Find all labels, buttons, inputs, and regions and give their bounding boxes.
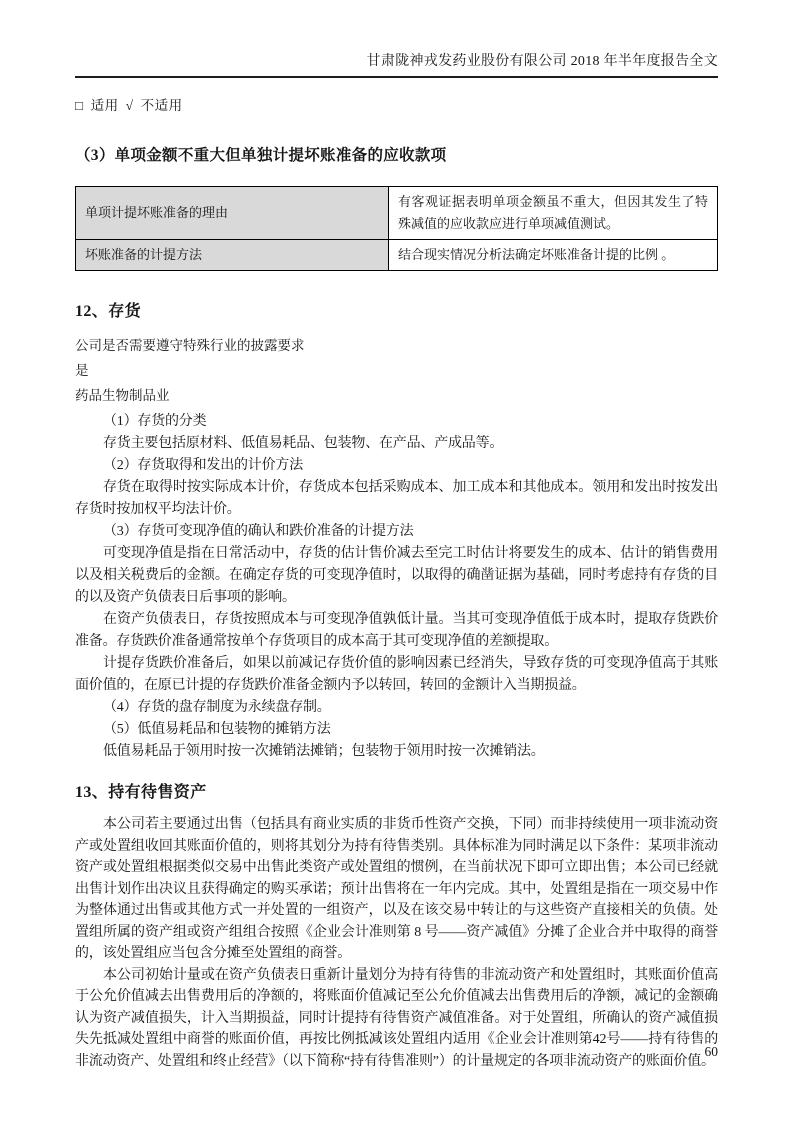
- held-for-sale-paragraph: 本公司若主要通过出售（包括具有商业实质的非货币性资产交换，下同）而非持续使用一项非流动资产或处置组收回其账面价值的，则将其划分为持有待售类别。具体标准为同时满足以下条件：某项非流动资产或处置组根据类似交易中出售此类资产或处置组的惯例，在当前状况下即可立即出售；本公司已经就出售计划作出决议且获得确定的购买承诺；预计出售将在一年内完成。其中，处置组是指在一项交易中作为整体通过出售或其他方式一并处置的一组资产，以及在该交易中转让的与这些资产直接相关的负债。处置组所属的资产组或资产组组合按照《企业会计准则第 8 号——资产减值》分摊了企业合并中取得的商誉的，该处置组应当包含分摊至处置组的商誉。: [75, 817, 718, 961]
- disclosure-answer: 是: [75, 363, 89, 378]
- held-for-sale-section-heading: 13、持有待售资产: [75, 784, 207, 801]
- held-for-sale-section: [75, 779, 718, 1072]
- industry-name: 药品生物制品业: [75, 388, 170, 403]
- inventory-item: （5）低值易耗品和包装物的摊销方法: [103, 722, 331, 737]
- applicable-label: 适用: [90, 98, 119, 113]
- inventory-item: （4）存货的盘存制度为永续盘存制。: [103, 700, 331, 715]
- table-value-cell: 有客观证据表明单项金额虽不重大，但因其发生了特殊减值的应收款应进行单项减值测试。: [389, 187, 718, 240]
- page-number: 60: [704, 1044, 718, 1059]
- table-row: [76, 240, 718, 271]
- inventory-item: 可变现净值是指在日常活动中，存货的估计售价减去至完工时估计将要发生的成本、估计的销售费用以及相关税费后的金额。在确定存货的可变现净值时，以取得的确凿证据为基础，同时考虑持有存货的目的以及资产负债表日后事项的影响。: [75, 546, 718, 605]
- inventory-item: 存货在取得时按实际成本计价，存货成本包括采购成本、加工成本和其他成本。领用和发出时按发出存货时按加权平均法计价。: [75, 480, 718, 517]
- inventory-item: （1）存货的分类: [103, 414, 207, 429]
- inventory-item: 在资产负债表日，存货按照成本与可变现净值孰低计量。当其可变现净值低于成本时，提取存货跌价准备。存货跌价准备通常按单个存货项目的成本高于其可变现净值的差额提取。: [75, 612, 718, 649]
- not-applicable-label: 不适用: [140, 98, 183, 113]
- unchecked-checkbox-icon: □: [75, 98, 84, 113]
- inventory-item: 低值易耗品于领用时按一次摊销法摊销；包装物于领用时按一次摊销法。: [103, 744, 545, 759]
- page-content: [75, 94, 718, 1072]
- inventory-item: （3）存货可变现净值的确认和跌价准备的计提方法: [103, 524, 414, 539]
- inventory-item: 计提存货跌价准备后，如果以前减记存货价值的影响因素已经消失，导致存货的可变现净值高于其账面价值的，在原已计提的存货跌价准备金额内予以转回，转回的金额计入当期损益。: [75, 656, 718, 693]
- table-label-cell: 坏账准备的计提方法: [76, 240, 389, 271]
- inventory-section-heading: 12、存货: [75, 303, 142, 320]
- held-for-sale-paragraph: 本公司初始计量或在资产负债表日重新计量划分为持有待售的非流动资产和处置组时，其账面价值高于公允价值减去出售费用后的净额的，将账面价值减记至公允价值减去出售费用后的净额，减记的金额确认为资产减值损失，计入当期损益，同时计提持有待售资产减值准备。对于处置组，所确认的资产减值损失先抵减处置组中商誉的账面价值，再按比例抵减该处置组内适用《企业会计准则第42号——持有待售的非流动资产、处置组和终止经营》（以下简称“持有待售准则”）的计量规定的各项非流动资产的账面价值。: [75, 967, 718, 1069]
- table-value-cell: 结合现实情况分析法确定坏账准备计提的比例 。: [389, 240, 718, 271]
- page-header: [75, 50, 718, 78]
- table-row: [76, 187, 718, 240]
- inventory-item: （2）存货取得和发出的计价方法: [103, 458, 303, 473]
- inventory-item: 存货主要包括原材料、低值易耗品、包装物、在产品、产成品等。: [103, 436, 504, 451]
- inventory-section: [75, 298, 718, 763]
- applicability-line: [75, 94, 718, 114]
- check-mark-icon: √: [125, 98, 134, 113]
- bad-debt-provision-table: [75, 186, 718, 271]
- report-title: 甘肃陇神戎发药业股份有限公司 2018 年半年度报告全文: [366, 54, 718, 69]
- receivables-section-heading: （3）单项金额不重大但单独计提坏账准备的应收款项: [75, 147, 447, 164]
- table-label-cell: 单项计提坏账准备的理由: [76, 187, 389, 240]
- disclosure-question: 公司是否需要遵守特殊行业的披露要求: [75, 338, 305, 353]
